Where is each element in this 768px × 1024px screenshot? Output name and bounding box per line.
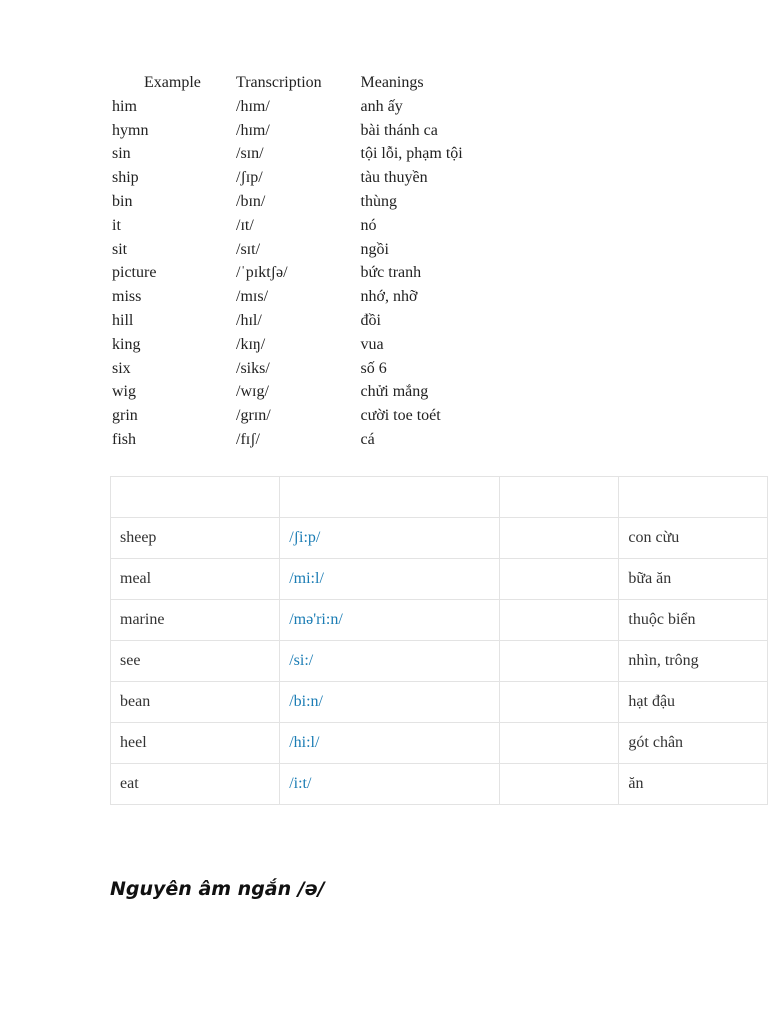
table-row bbox=[112, 142, 521, 166]
example-cell: king bbox=[112, 335, 141, 353]
table-row bbox=[111, 559, 768, 600]
table-row bbox=[112, 404, 521, 428]
meaning-cell: nó bbox=[360, 216, 377, 234]
transcription-cell: /hi:l/ bbox=[280, 723, 500, 764]
table-row bbox=[112, 380, 521, 404]
header-cell bbox=[280, 477, 500, 518]
example-cell: sheep bbox=[111, 518, 280, 559]
example-cell: hill bbox=[112, 311, 134, 329]
table-header-row bbox=[112, 71, 521, 95]
header-cell bbox=[111, 477, 280, 518]
header-cell bbox=[619, 477, 768, 518]
transcription-cell: /sɪn/ bbox=[236, 145, 264, 163]
transcription-cell: /ɪt/ bbox=[236, 216, 254, 234]
table-row bbox=[111, 723, 768, 764]
header-meanings: Meanings bbox=[360, 74, 424, 91]
example-cell: picture bbox=[112, 264, 157, 282]
example-cell: hymn bbox=[112, 121, 149, 139]
header-example: Example bbox=[144, 74, 201, 91]
header-cell bbox=[500, 477, 619, 518]
table-row bbox=[112, 285, 521, 309]
empty-cell bbox=[500, 518, 619, 559]
meaning-cell: ăn bbox=[619, 764, 768, 805]
meaning-cell: bữa ăn bbox=[619, 559, 768, 600]
transcription-cell: /fɪʃ/ bbox=[236, 430, 260, 448]
example-cell: heel bbox=[111, 723, 280, 764]
transcription-cell: /wɪg/ bbox=[236, 383, 269, 401]
table-row bbox=[111, 682, 768, 723]
table-header-row bbox=[111, 477, 768, 518]
meaning-cell: cười toe toét bbox=[360, 407, 441, 425]
example-cell: miss bbox=[112, 288, 142, 306]
table-row bbox=[111, 518, 768, 559]
transcription-cell: /sɪt/ bbox=[236, 240, 261, 258]
meaning-cell: bức tranh bbox=[360, 264, 422, 282]
meaning-cell: số 6 bbox=[360, 359, 387, 377]
example-cell: see bbox=[111, 641, 280, 682]
section-heading: Nguyên âm ngắn /ə/ bbox=[110, 878, 325, 900]
example-cell: meal bbox=[111, 559, 280, 600]
example-cell: it bbox=[112, 216, 121, 234]
transcription-cell: /mə'ri:n/ bbox=[280, 600, 500, 641]
long-i-vocabulary-table bbox=[110, 476, 768, 805]
example-cell: sin bbox=[112, 145, 131, 163]
table-row bbox=[112, 238, 521, 262]
example-cell: bin bbox=[112, 192, 133, 210]
meaning-cell: thùng bbox=[360, 192, 397, 210]
meaning-cell: tội lỗi, phạm tội bbox=[360, 145, 463, 163]
transcription-cell: /i:t/ bbox=[280, 764, 500, 805]
example-cell: sit bbox=[112, 240, 128, 258]
example-cell: marine bbox=[111, 600, 280, 641]
meaning-cell: vua bbox=[360, 335, 384, 353]
example-cell: bean bbox=[111, 682, 280, 723]
table-row bbox=[112, 357, 521, 381]
transcription-cell: /ˈpɪktʃə/ bbox=[236, 264, 288, 282]
table-row bbox=[112, 309, 521, 333]
transcription-cell: /kɪŋ/ bbox=[236, 335, 266, 353]
transcription-cell: /hɪm/ bbox=[236, 97, 270, 115]
transcription-cell: /grɪn/ bbox=[236, 407, 271, 425]
transcription-cell: /mi:l/ bbox=[280, 559, 500, 600]
example-cell: grin bbox=[112, 407, 138, 425]
header-transcription: Transcription bbox=[236, 74, 322, 91]
meaning-cell: con cừu bbox=[619, 518, 768, 559]
table-row bbox=[112, 428, 521, 452]
transcription-cell: /siks/ bbox=[236, 359, 270, 377]
empty-cell bbox=[500, 641, 619, 682]
meaning-cell: anh ấy bbox=[360, 97, 403, 115]
table-row bbox=[112, 261, 521, 285]
table-row bbox=[111, 641, 768, 682]
empty-cell bbox=[500, 764, 619, 805]
empty-cell bbox=[500, 600, 619, 641]
meaning-cell: cá bbox=[360, 430, 375, 448]
meaning-cell: thuộc biển bbox=[619, 600, 768, 641]
meaning-cell: đồi bbox=[360, 311, 381, 329]
example-cell: ship bbox=[112, 169, 139, 187]
transcription-cell: /hɪl/ bbox=[236, 311, 262, 329]
meaning-cell: gót chân bbox=[619, 723, 768, 764]
example-cell: fish bbox=[112, 430, 136, 448]
table-row bbox=[111, 600, 768, 641]
meaning-cell: nhìn, trông bbox=[619, 641, 768, 682]
meaning-cell: nhớ, nhỡ bbox=[360, 288, 418, 306]
table-row bbox=[111, 764, 768, 805]
transcription-cell: /bɪn/ bbox=[236, 192, 266, 210]
table-row bbox=[112, 214, 521, 238]
empty-cell bbox=[500, 559, 619, 600]
table-row bbox=[112, 190, 521, 214]
example-cell: six bbox=[112, 359, 131, 377]
transcription-cell: /bi:n/ bbox=[280, 682, 500, 723]
empty-cell bbox=[500, 682, 619, 723]
transcription-cell: /mɪs/ bbox=[236, 288, 269, 306]
transcription-cell: /ʃi:p/ bbox=[280, 518, 500, 559]
meaning-cell: ngồi bbox=[360, 240, 389, 258]
short-i-vocabulary-table bbox=[112, 71, 521, 452]
table-row bbox=[112, 166, 521, 190]
transcription-cell: /ʃɪp/ bbox=[236, 169, 263, 187]
example-cell: eat bbox=[111, 764, 280, 805]
table-row bbox=[112, 333, 521, 357]
transcription-cell: /si:/ bbox=[280, 641, 500, 682]
meaning-cell: chửi mắng bbox=[360, 383, 429, 401]
meaning-cell: hạt đậu bbox=[619, 682, 768, 723]
table-row bbox=[112, 95, 521, 119]
transcription-cell: /hɪm/ bbox=[236, 121, 270, 139]
example-cell: wig bbox=[112, 383, 136, 401]
empty-cell bbox=[500, 723, 619, 764]
example-cell: him bbox=[112, 97, 137, 115]
meaning-cell: tàu thuyền bbox=[360, 169, 428, 187]
meaning-cell: bài thánh ca bbox=[360, 121, 438, 139]
table-row bbox=[112, 119, 521, 143]
